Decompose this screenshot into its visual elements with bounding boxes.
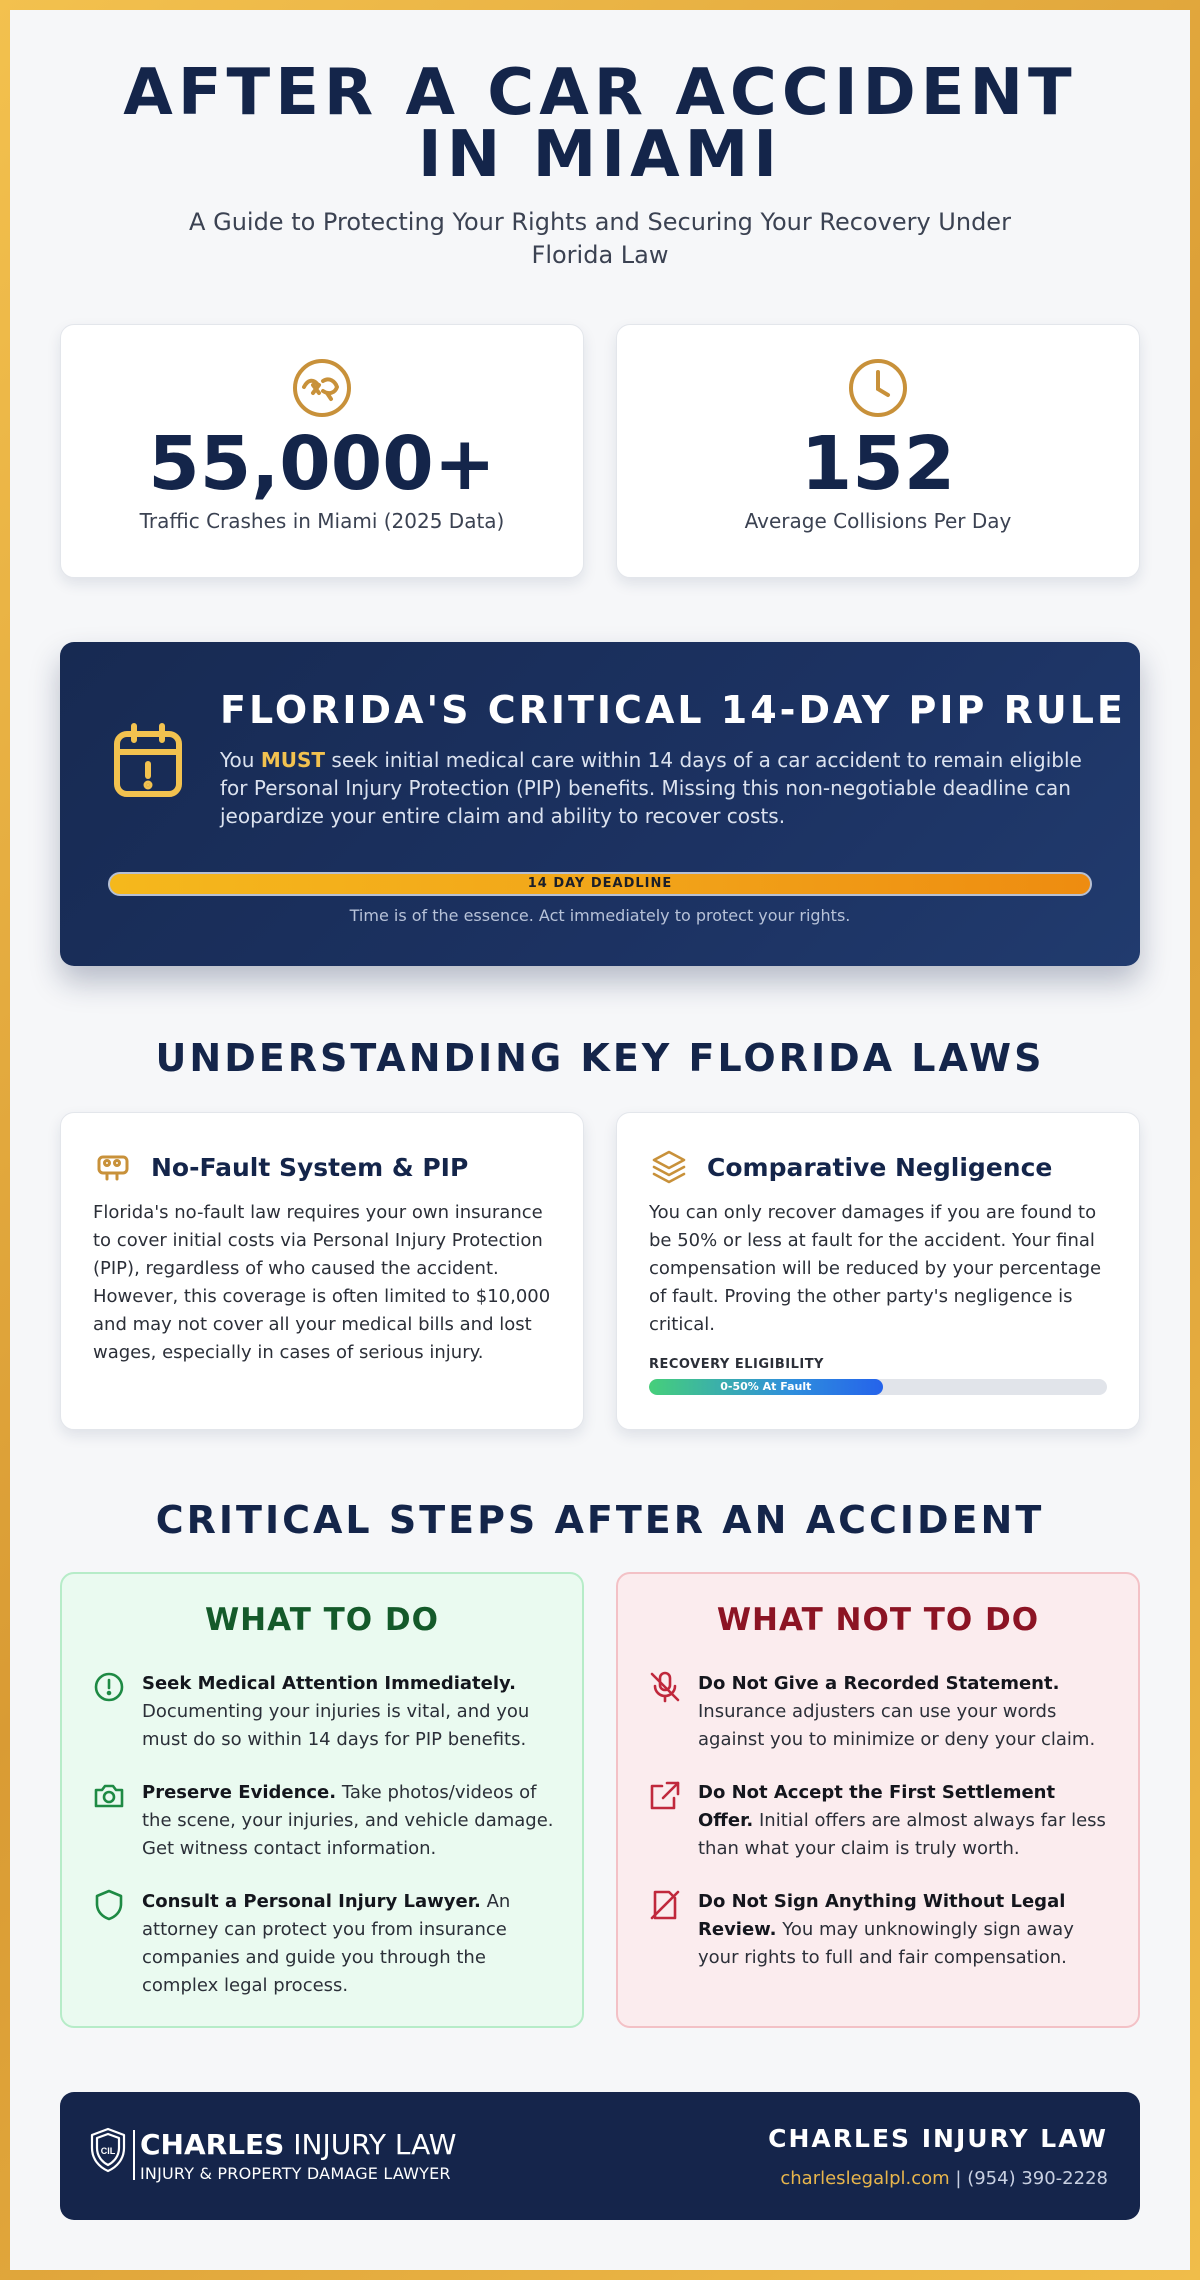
dont-step-text: [698, 1670, 1112, 1754]
stat-card-collisions: [616, 324, 1140, 578]
car-crash-icon: [61, 357, 583, 419]
header: [10, 56, 1190, 272]
do-step-text: [142, 1888, 556, 2000]
what-not-to-do-card: [616, 1572, 1140, 2028]
step-heading: Seek Medical Attention Immediately.: [142, 1673, 516, 1694]
logo-name-bold: CHARLES: [140, 2128, 285, 2161]
law-card-no-fault: [60, 1112, 584, 1430]
deadline-note: Time is of the essence. Act immediately to protect your rights.: [349, 906, 851, 925]
contact-separator: |: [949, 2168, 968, 2189]
pip-text-start: You: [220, 748, 261, 772]
phone-number[interactable]: (954) 390-2228: [967, 2168, 1108, 2189]
pip-title: FLORIDA'S CRITICAL 14-DAY PIP RULE: [220, 688, 1126, 732]
what-not-to-do-title: WHAT NOT TO DO: [716, 1602, 1040, 1638]
alert-circle-icon: [92, 1670, 126, 1704]
law-title-comparative: Comparative Negligence: [707, 1152, 1053, 1182]
file-cancel-icon: [648, 1888, 682, 1922]
logo-monogram: CIL: [100, 2146, 116, 2156]
page-title: AFTER A CAR ACCIDENT IN MIAMI: [123, 56, 1077, 192]
do-step-text: [142, 1779, 556, 1863]
stat-card-crashes: [60, 324, 584, 578]
calendar-alert-icon: [112, 722, 184, 798]
what-to-do-title: WHAT TO DO: [204, 1602, 440, 1638]
law-card-header: [95, 1147, 468, 1187]
deadline-progress-bar: 14 DAY DEADLINE: [108, 872, 1092, 896]
step-detail: Insurance adjusters can use your words against you to minimize or deny your claim.: [698, 1701, 1096, 1750]
step-heading: Preserve Evidence.: [142, 1782, 337, 1803]
step-detail: Initial offers are almost always far less than what your claim is truly worth.: [698, 1810, 1106, 1859]
step-heading: Do Not Accept the First Settlement Offer.: [698, 1782, 1056, 1831]
pip-text-end: seek initial medical care within 14 days of a car accident to remain eligible for Personal Injury Protection (PIP) benefits. Missing this non-negotiable deadline can jeopardize your entire claim and ability to recover costs.: [220, 748, 1082, 828]
footer-firm-name: CHARLES INJURY LAW: [768, 2124, 1108, 2153]
step-detail: An attorney can protect you from insurance companies and guide you through the complex legal process.: [142, 1891, 511, 1996]
layers-icon: [651, 1149, 687, 1185]
logo-tagline: INJURY & PROPERTY DAMAGE LAWYER: [140, 2164, 451, 2183]
website-link[interactable]: charleslegalpl.com: [780, 2168, 950, 2189]
stat-label-collisions: Average Collisions Per Day: [744, 509, 1012, 533]
steps-section-title: CRITICAL STEPS AFTER AN ACCIDENT: [155, 1498, 1045, 1542]
recovery-eligibility-label: RECOVERY ELIGIBILITY: [649, 1357, 824, 1372]
pip-text-emphasis: MUST: [260, 748, 326, 772]
logo-wordmark: [140, 2128, 456, 2161]
law-body-no-fault: Florida's no-fault law requires your own insurance to cover initial costs via Personal Injury Protection (PIP), regardless of who caused the accident. However, this coverage is often limited to $10,000 and may not cover all your medical bills and lost wages, especially in cases of serious injury.: [93, 1202, 551, 1363]
law-card-header: [651, 1147, 1052, 1187]
camera-icon: [92, 1779, 126, 1813]
mic-off-icon: [648, 1670, 682, 1704]
shield-icon: [92, 1888, 126, 1922]
logo-divider: [133, 2130, 135, 2180]
law-body-comparative: You can only recover damages if you are found to be 50% or less at fault for the accident. Your final compensation will be reduced by your percentage of fault. Proving the other party's negligence is critical.: [649, 1202, 1102, 1335]
dont-step-text: [698, 1888, 1112, 1972]
step-heading: Consult a Personal Injury Lawyer.: [142, 1891, 481, 1912]
law-title-no-fault: No-Fault System & PIP: [151, 1152, 469, 1182]
step-heading: Do Not Give a Recorded Statement.: [698, 1673, 1060, 1694]
recovery-eligibility-fill: 0-50% At Fault: [649, 1379, 883, 1395]
external-link-icon: [648, 1779, 682, 1813]
insurance-card-icon: [95, 1149, 131, 1185]
step-detail: You may unknowingly sign away your rights to full and fair compensation.: [698, 1919, 1074, 1968]
what-to-do-card: [60, 1572, 584, 2028]
page-subtitle: A Guide to Protecting Your Rights and Securing Your Recovery Under Florida Law: [189, 208, 1011, 269]
recovery-eligibility-bar: [649, 1379, 1107, 1395]
pip-rule-banner: [60, 642, 1140, 966]
stat-value-collisions: 152: [800, 421, 956, 507]
footer: [60, 2092, 1140, 2220]
do-step-text: [142, 1670, 556, 1754]
logo-name-light: INJURY LAW: [284, 2128, 457, 2161]
pip-description: [220, 746, 1090, 830]
footer-contact: [780, 2168, 1108, 2189]
infographic-page: [10, 10, 1190, 2270]
law-card-comparative-negligence: [616, 1112, 1140, 1430]
shield-logo-icon: [88, 2126, 128, 2174]
clock-icon: [617, 357, 1139, 419]
dont-step-text: [698, 1779, 1112, 1863]
step-heading: Do Not Sign Anything Without Legal Review.: [698, 1891, 1066, 1940]
stat-label-crashes: Traffic Crashes in Miami (2025 Data): [139, 509, 505, 533]
laws-section-title: UNDERSTANDING KEY FLORIDA LAWS: [155, 1036, 1045, 1080]
stat-value-crashes: 55,000+: [148, 421, 496, 507]
firm-logo: [88, 2126, 128, 2186]
step-detail: Documenting your injuries is vital, and you must do so within 14 days for PIP benefits.: [142, 1701, 530, 1750]
step-detail: Take photos/videos of the scene, your injuries, and vehicle damage. Get witness contact information.: [142, 1782, 554, 1859]
